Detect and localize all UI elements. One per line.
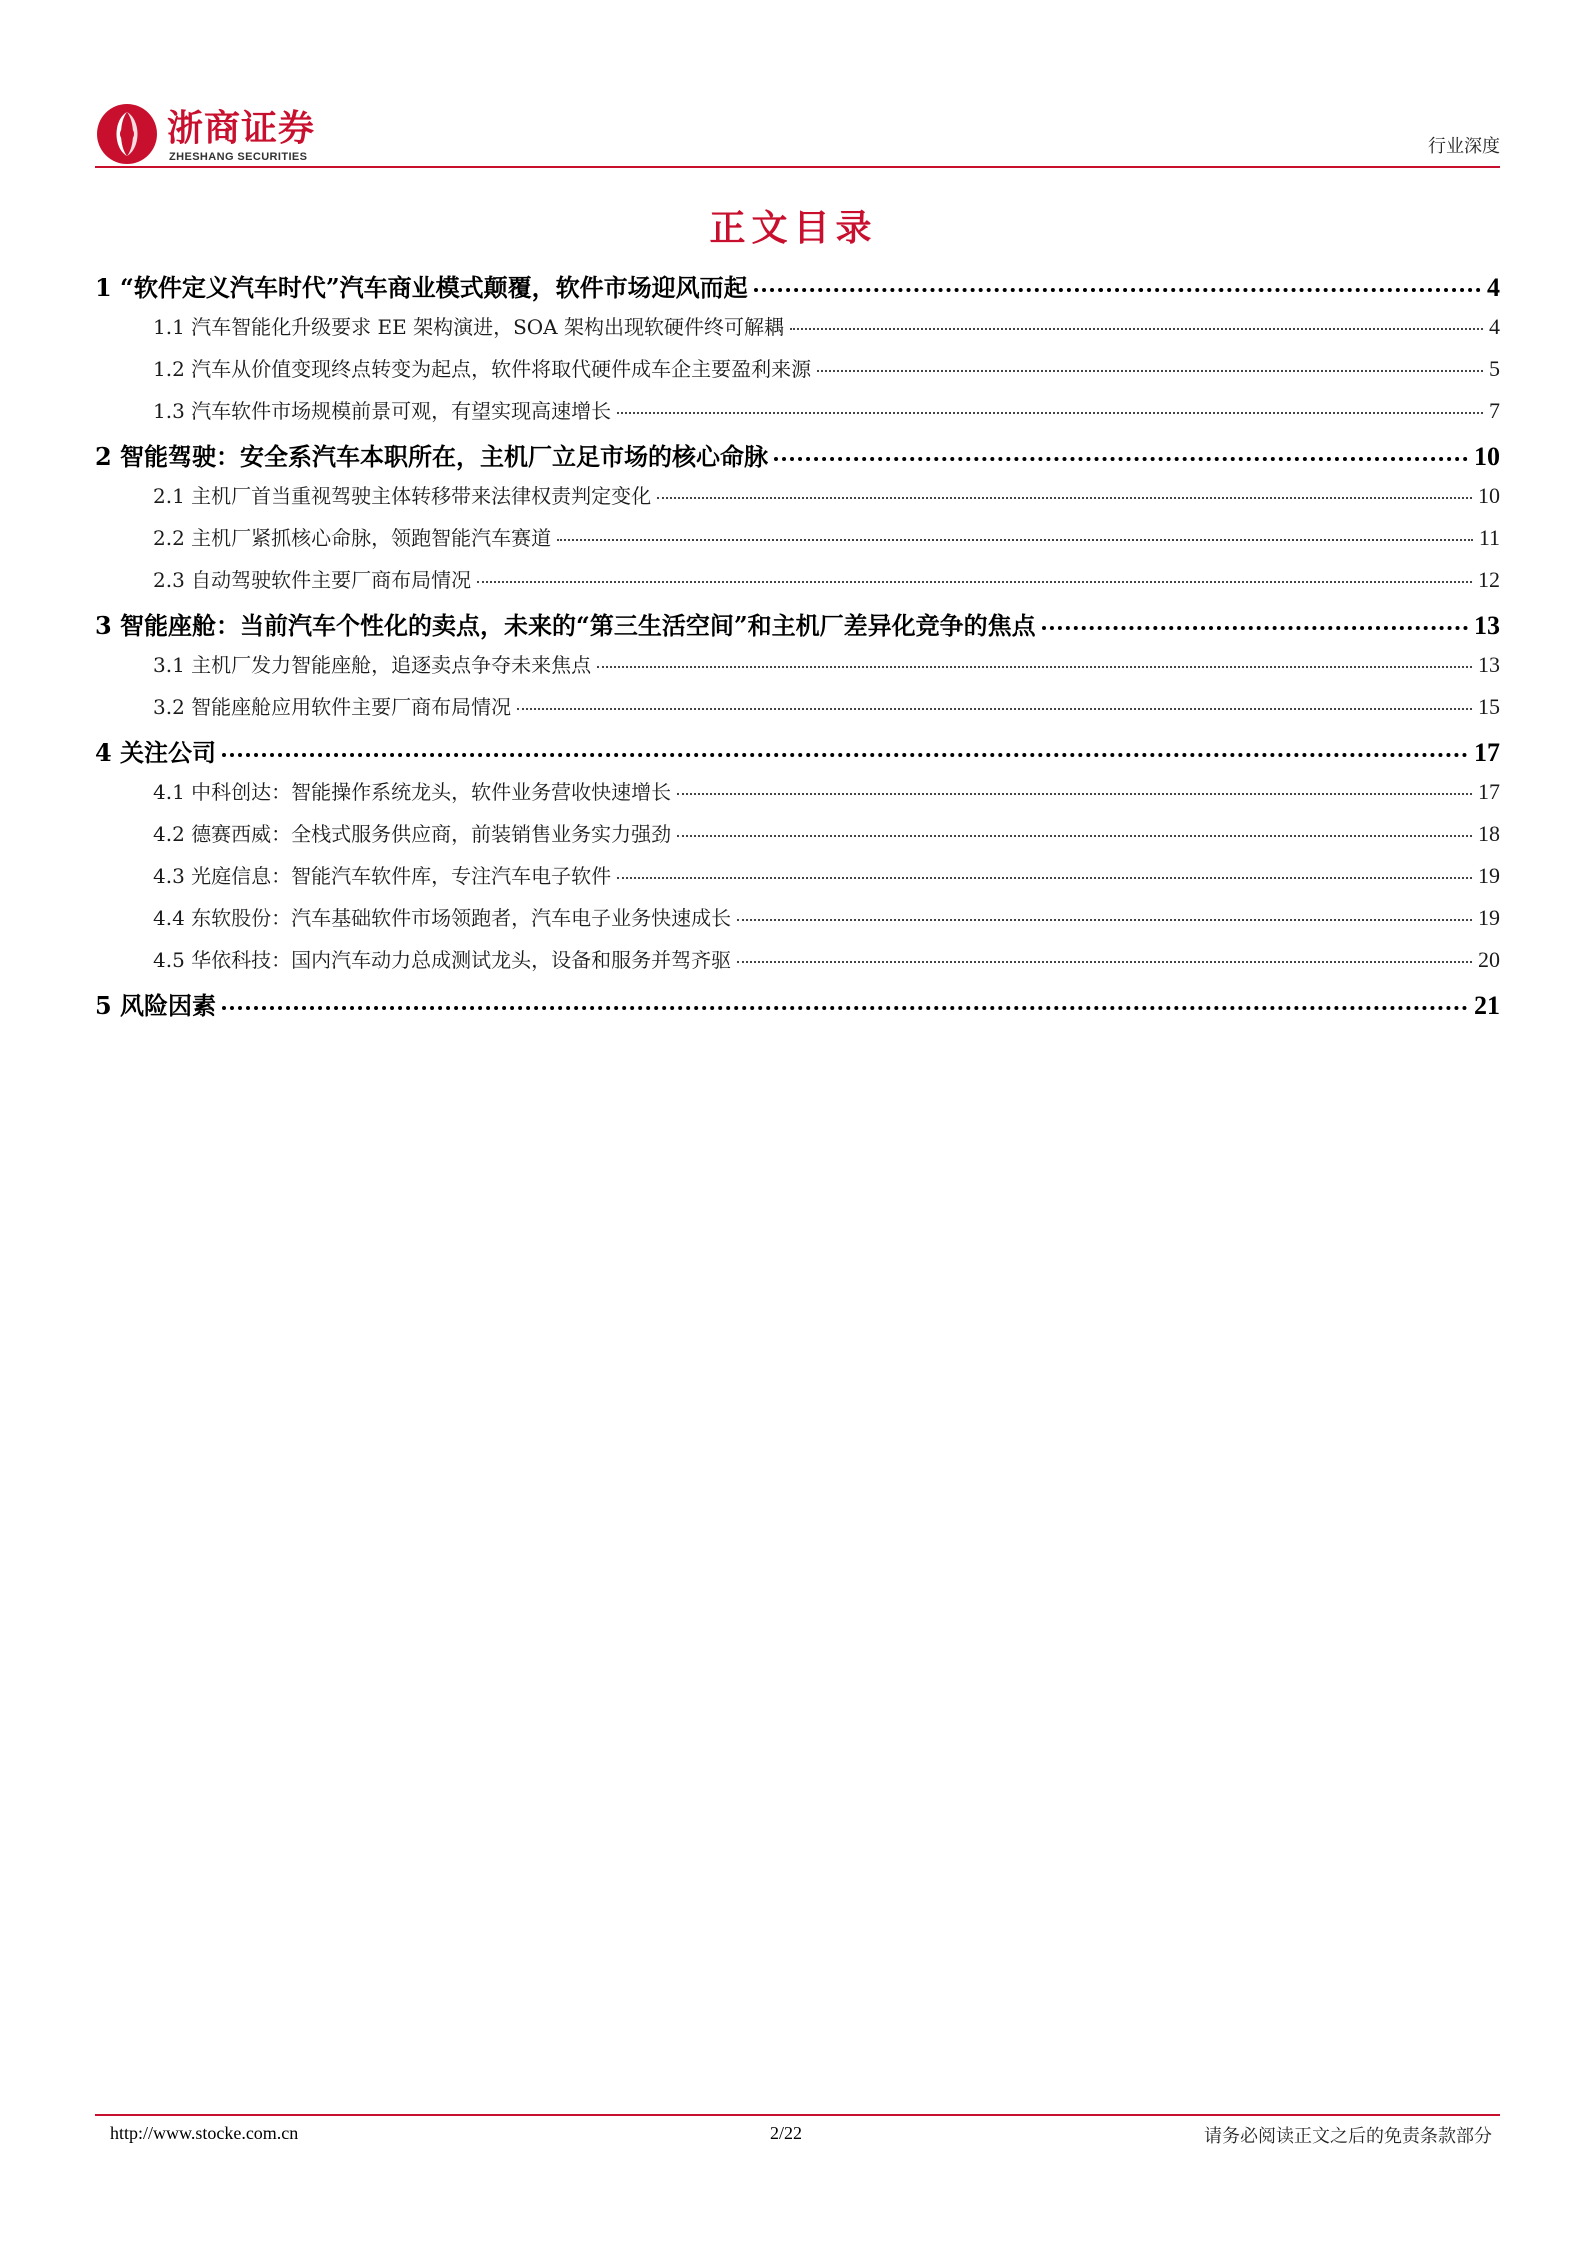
toc-section-entry[interactable] <box>95 986 1500 1029</box>
toc-dot-leader <box>737 919 1472 921</box>
toc-entry-title: 4 关注公司 <box>95 738 217 767</box>
toc-page-number: 13 <box>1478 652 1500 677</box>
toc-dot-leader <box>790 328 1483 330</box>
toc-dot-leader <box>222 1006 1468 1010</box>
report-type-label: 行业深度 <box>1428 136 1500 157</box>
toc-subsection-entry[interactable] <box>95 649 1500 691</box>
toc-subsection-entry[interactable] <box>95 944 1500 986</box>
toc-entry-title: 4.2 德赛西威：全栈式服务供应商，前装销售业务实力强劲 <box>153 822 672 846</box>
toc-entry-title: 2.1 主机厂首当重视驾驶主体转移带来法律权责判定变化 <box>153 484 652 508</box>
toc-dot-leader <box>754 288 1481 292</box>
toc-subsection-entry[interactable] <box>95 564 1500 606</box>
toc-dot-leader <box>817 370 1483 372</box>
toc-entry-title: 4.1 中科创达：智能操作系统龙头，软件业务营收快速增长 <box>153 780 672 804</box>
toc-page-number: 17 <box>1478 779 1500 804</box>
toc-entry-title: 1.2 汽车从价值变现终点转变为起点，软件将取代硬件成车企主要盈利来源 <box>153 357 812 381</box>
toc-page-number: 12 <box>1478 567 1500 592</box>
toc-title: 正文目录 <box>709 208 878 249</box>
toc-subsection-entry[interactable] <box>95 395 1500 437</box>
toc-entry-title: 1.3 汽车软件市场规模前景可观，有望实现高速增长 <box>153 399 612 423</box>
toc-entry-title: 3.1 主机厂发力智能座舱，追逐卖点争夺未来焦点 <box>153 653 592 677</box>
logo-chinese-name: 浙商证券 <box>167 108 316 149</box>
toc-entry-title: 2 智能驾驶：安全系汽车本职所在，主机厂立足市场的核心命脉 <box>95 442 769 471</box>
toc-subsection-entry[interactable] <box>95 311 1500 353</box>
toc-dot-leader <box>617 877 1472 879</box>
toc-page-number: 4 <box>1487 273 1500 302</box>
toc-page-number: 11 <box>1478 525 1500 550</box>
toc-dot-leader <box>774 457 1468 461</box>
toc-subsection-entry[interactable] <box>95 353 1500 395</box>
toc-section-entry[interactable] <box>95 606 1500 649</box>
toc-page-number: 4 <box>1489 314 1500 339</box>
toc-entry-title: 2.3 自动驾驶软件主要厂商布局情况 <box>153 568 472 592</box>
toc-subsection-entry[interactable] <box>95 522 1500 564</box>
toc-page-number: 19 <box>1478 863 1500 888</box>
zheshang-logo-icon <box>95 102 159 166</box>
toc-subsection-entry[interactable] <box>95 480 1500 522</box>
toc-page-number: 10 <box>1474 442 1500 471</box>
toc-subsection-entry[interactable] <box>95 818 1500 860</box>
toc-page-number: 7 <box>1489 398 1500 423</box>
toc-entry-title: 1 “软件定义汽车时代”汽车商业模式颠覆，软件市场迎风而起 <box>95 273 748 302</box>
toc-dot-leader <box>597 666 1472 668</box>
toc-dot-leader <box>677 793 1472 795</box>
toc-entry-title: 2.2 主机厂紧抓核心命脉，领跑智能汽车赛道 <box>153 526 552 550</box>
toc-section-entry[interactable] <box>95 733 1500 776</box>
toc-dot-leader <box>477 581 1472 583</box>
toc-entry-title: 5 风险因素 <box>95 991 217 1020</box>
header-divider <box>95 166 1500 168</box>
toc-dot-leader <box>617 412 1483 414</box>
toc-dot-leader <box>657 497 1472 499</box>
toc-entry-title: 4.3 光庭信息：智能汽车软件库，专注汽车电子软件 <box>153 864 612 888</box>
company-logo <box>95 100 335 170</box>
toc-dot-leader <box>517 708 1472 710</box>
toc-dot-leader <box>1042 626 1468 630</box>
toc-entry-title: 4.4 东软股份：汽车基础软件市场领跑者，汽车电子业务快速成长 <box>153 906 732 930</box>
toc-entry-title: 1.1 汽车智能化升级要求 EE 架构演进，SOA 架构出现软硬件终可解耦 <box>153 315 784 339</box>
toc-page-number: 21 <box>1474 991 1500 1020</box>
footer-divider <box>95 2114 1500 2116</box>
toc-dot-leader <box>677 835 1472 837</box>
toc-dot-leader <box>222 753 1468 757</box>
toc-entry-title: 3 智能座舱：当前汽车个性化的卖点，未来的“第三生活空间”和主机厂差异化竞争的焦点 <box>95 611 1036 640</box>
toc-page-number: 5 <box>1489 356 1500 381</box>
footer-disclaimer-note: 请务必阅读正文之后的免责条款部分 <box>1204 2126 1492 2147</box>
toc-page-number: 20 <box>1478 947 1500 972</box>
toc-page-number: 17 <box>1474 738 1500 767</box>
toc-page-number: 13 <box>1474 611 1500 640</box>
footer-page-number: 2/22 <box>770 2123 803 2143</box>
page-header <box>95 100 1500 170</box>
toc-page-number: 10 <box>1478 483 1500 508</box>
toc-entry-title: 3.2 智能座舱应用软件主要厂商布局情况 <box>153 695 512 719</box>
toc-subsection-entry[interactable] <box>95 691 1500 733</box>
toc-subsection-entry[interactable] <box>95 860 1500 902</box>
toc-subsection-entry[interactable] <box>95 776 1500 818</box>
toc-entry-title: 4.5 华依科技：国内汽车动力总成测试龙头，设备和服务并驾齐驱 <box>153 948 732 972</box>
logo-english-name: ZHESHANG SECURITIES <box>169 151 308 163</box>
toc-section-entry[interactable] <box>95 437 1500 480</box>
toc-subsection-entry[interactable] <box>95 902 1500 944</box>
toc-page-number: 18 <box>1478 821 1500 846</box>
toc-dot-leader <box>557 539 1473 541</box>
toc-section-entry[interactable] <box>95 268 1500 311</box>
toc-page-number: 19 <box>1478 905 1500 930</box>
table-of-contents <box>95 268 1500 1029</box>
toc-page-number: 15 <box>1478 694 1500 719</box>
toc-dot-leader <box>737 961 1472 963</box>
footer-url[interactable]: http://www.stocke.com.cn <box>110 2123 299 2143</box>
